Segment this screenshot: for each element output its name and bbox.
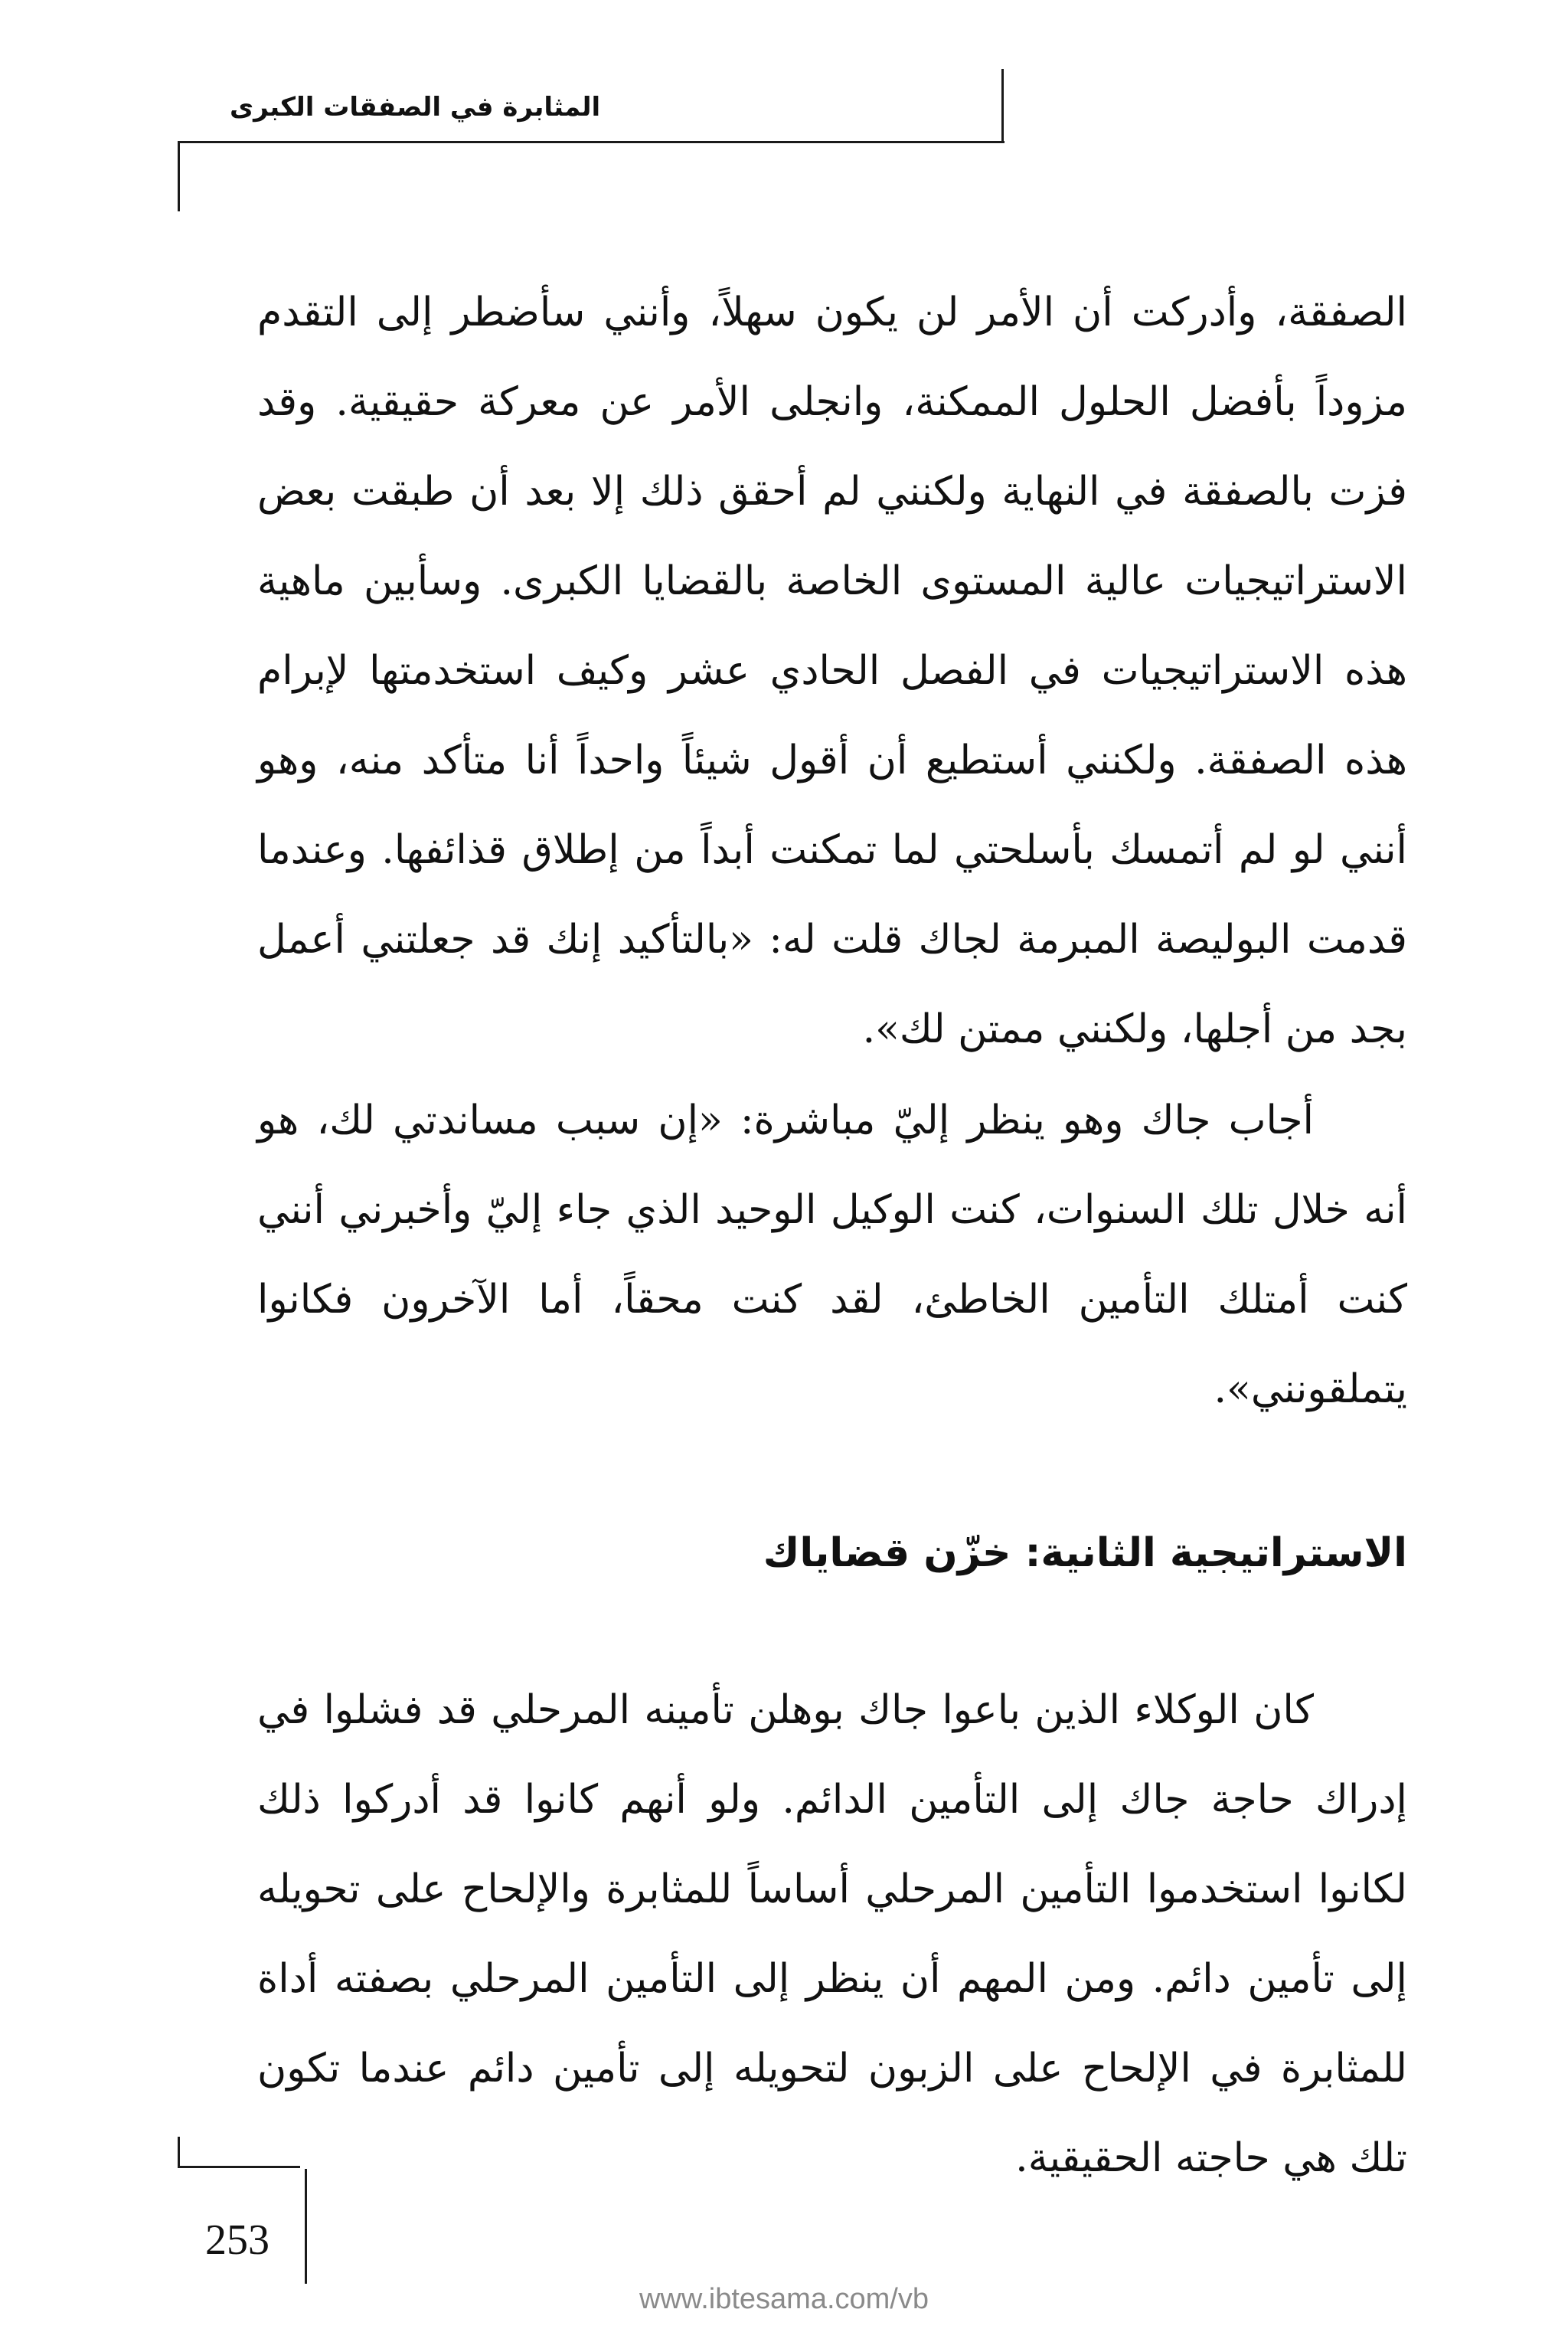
header-rule-right-tick	[1001, 69, 1004, 143]
running-header-title: المثابرة في الصفقات الكبرى	[230, 92, 601, 123]
footer-rule-right-tick	[305, 2169, 307, 2284]
paragraph-3: كان الوكلاء الذين باعوا جاك بوهلن تأمينه المرحلي قد فشلوا في إدراك حاجة جاك إلى التأمين الدائم. ولو أنهم كانوا قد أدركوا ذلك لكانوا استخدموا التأمين المرحلي أساساً للمثابرة والإلحاح على تحويله إلى تأمين دائم. ومن المهم أن ينظر إلى التأمين المرحلي بصفته أداة للمثابرة في الإلحاح على الزبون لتحويله إلى تأمين دائم عندما تكون تلك هي حاجته الحقيقية.	[257, 1687, 1407, 2181]
section-heading: الاستراتيجية الثانية: خزّن قضاياك	[763, 1530, 1407, 1576]
footer-rule	[178, 2166, 300, 2168]
page-number: 253	[205, 2216, 270, 2264]
watermark-url: www.ibtesama.com/vb	[639, 2283, 929, 2315]
footer-rule-left-tick	[178, 2137, 180, 2168]
paragraph-1: الصفقة، وأدركت أن الأمر لن يكون سهلاً، وأنني سأضطر إلى التقدم مزوداً بأفضل الحلول الممكنة، وانجلى الأمر عن معركة حقيقية. وقد فزت بالصفقة في النهاية ولكنني لم أحقق ذلك إلا بعد أن طبقت بعض الاستراتيجيات عالية المستوى الخاصة بالقضايا الكبرى. وسأبين ماهية هذه الاستراتيجيات في الفصل الحادي عشر وكيف استخدمتها لإبرام هذه الصفقة. ولكنني أستطيع أن أقول شيئاً واحداً أنا متأكد منه، وهو أنني لو لم أتمسك بأسلحتي لما تمكنت أبداً من إطلاق قذائفها. وعندما قدمت البوليصة المبرمة لجاك قلت له: «بالتأكيد إنك قد جعلتني أعمل بجد من أجلها، ولكنني ممتن لك».	[257, 289, 1407, 1052]
header-rule-left-tick	[178, 141, 180, 211]
header-rule	[178, 141, 1004, 143]
paragraph-2: أجاب جاك وهو ينظر إليّ مباشرة: «إن سبب مساندتي لك، هو أنه خلال تلك السنوات، كنت الوكيل الوحيد الذي جاء إليّ وأخبرني أنني كنت أمتلك التأمين الخاطئ، لقد كنت محقاً، أما الآخرون فكانوا يتملقونني».	[257, 1097, 1407, 1412]
